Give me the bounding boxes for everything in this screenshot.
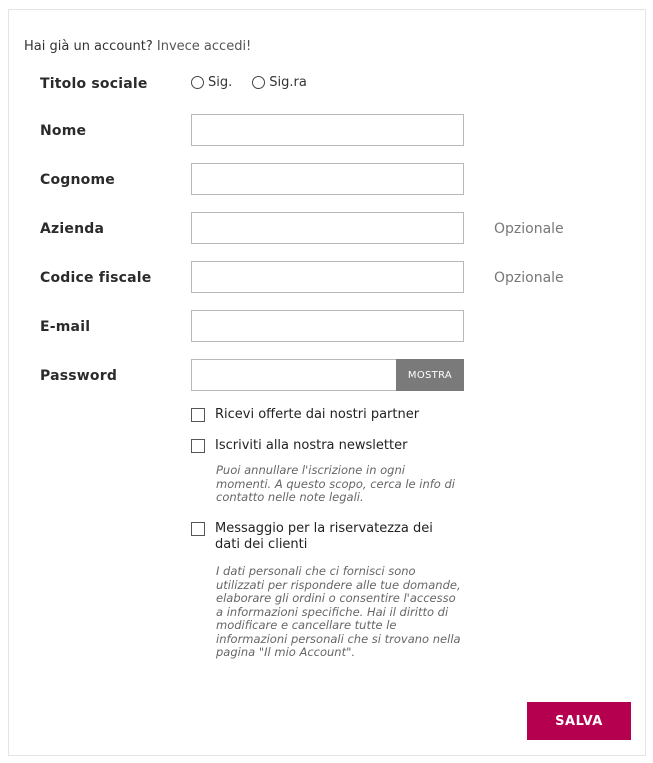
surname-input[interactable] bbox=[191, 163, 464, 195]
newsletter-label: Iscriviti alla nostra newsletter bbox=[215, 438, 408, 453]
partner-offers-checkbox[interactable] bbox=[191, 407, 460, 423]
fiscal-code-label: Codice fiscale bbox=[40, 270, 152, 286]
save-button[interactable]: SALVA bbox=[527, 702, 631, 740]
show-password-button[interactable]: MOSTRA bbox=[396, 359, 464, 391]
newsletter-checkbox[interactable] bbox=[191, 438, 460, 454]
fiscal-code-input[interactable] bbox=[191, 261, 464, 293]
login-prompt bbox=[24, 39, 251, 54]
privacy-box[interactable] bbox=[191, 522, 205, 536]
name-label: Nome bbox=[40, 123, 87, 139]
radio-mrs-label: Sig.ra bbox=[269, 75, 307, 90]
password-label: Password bbox=[40, 368, 118, 384]
company-input[interactable] bbox=[191, 212, 464, 244]
partner-offers-box[interactable] bbox=[191, 408, 205, 422]
company-optional-text: Opzionale bbox=[494, 221, 564, 237]
company-label: Azienda bbox=[40, 221, 105, 237]
title-radio-group bbox=[191, 75, 327, 90]
password-input[interactable] bbox=[191, 359, 397, 391]
title-label: Titolo sociale bbox=[40, 76, 148, 92]
login-question: Hai già un account? bbox=[24, 39, 153, 54]
privacy-label: Messaggio per la riservatezza dei dati dei clienti bbox=[215, 521, 433, 552]
radio-mrs[interactable] bbox=[252, 75, 307, 90]
fiscal-code-optional-text: Opzionale bbox=[494, 270, 564, 286]
name-input[interactable] bbox=[191, 114, 464, 146]
email-label: E-mail bbox=[40, 319, 91, 335]
email-input[interactable] bbox=[191, 310, 464, 342]
radio-mrs-circle[interactable] bbox=[252, 76, 265, 89]
newsletter-note: Puoi annullare l'iscrizione in ogni momenti. A questo scopo, cerca le info di contatto nelle note legali. bbox=[216, 463, 455, 504]
login-link[interactable]: Invece accedi! bbox=[156, 39, 252, 54]
radio-mr-circle[interactable] bbox=[191, 76, 204, 89]
partner-offers-label: Ricevi offerte dai nostri partner bbox=[215, 407, 420, 422]
privacy-note: I dati personali che ci fornisci sono utilizzati per rispondere alle tue domande, elaborare gli ordini o consentire l'accesso a informazioni specifiche. Hai il diritto di modificare e cancellare tutte le informazioni personali che si trovano nella pagina "Il mio Account". bbox=[216, 564, 461, 659]
newsletter-box[interactable] bbox=[191, 439, 205, 453]
radio-mr-label: Sig. bbox=[208, 75, 233, 90]
privacy-checkbox[interactable] bbox=[191, 521, 460, 553]
radio-mr[interactable] bbox=[191, 75, 232, 90]
surname-label: Cognome bbox=[40, 172, 115, 188]
